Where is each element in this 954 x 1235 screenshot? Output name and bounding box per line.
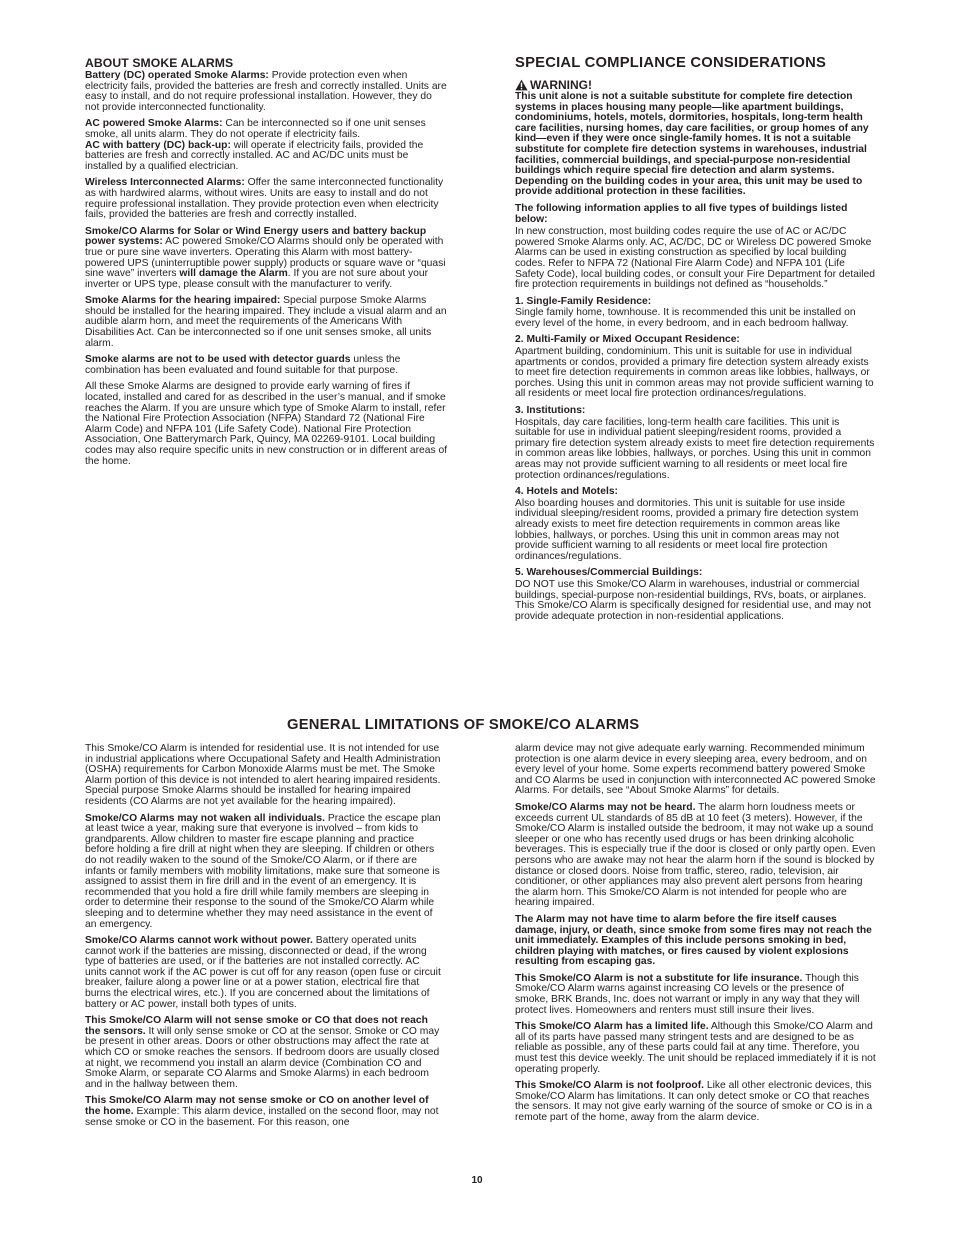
single-family-text: Single family home, townhouse. It is recommended this unit be installed on every level of the home, in every bedroom, and in each bedroom hallway.: [515, 307, 856, 329]
institutions-text: Hospitals, day care facilities, long-term health care facilities. This unit is suitable for use in individual patient sleeping/resident rooms, provided a primary fire detection system already exists to meet fire detection requirements in common areas like lobbies, hallways, or porches. Using this unit in common areas may not provide sufficient warning to all residents or meet local fire protection ordinances/regulations.: [515, 416, 875, 481]
applies-text: The following information applies to all five types of buildings listed below:: [515, 202, 848, 225]
paragraph-no-time-to-alarm: The Alarm may not have time to alarm before the fire itself causes damage, injury, or death, since smoke from some fires may not reach the unit immediately. Examples of this include persons smoking in bed, children playing with matches, or fires caused by violent explosions resulting from escaping gas.: [515, 913, 872, 968]
residential-use-text: This Smoke/CO Alarm is intended for residential use. It is not intended for use in industrial applications where Occupational Safety and Health Administration (OSHA) requirements for Carbon Monoxide Alarms must be met. The Smoke Alarm portion of this device is not intended to alert hearing impaired residents. Special purpose Smoke Alarms should be installed for hearing impaired residents (CO Alarms are not yet available for the hearing impaired).: [85, 743, 441, 807]
paragraph-may-not-waken: Smoke/CO Alarms may not waken all individuals. Practice the escape plan at least twice a year, making sure that everyone is involved – from kids to grandparents. Allow children to master fire escape planning and practice before holding a fire drill at night when they are sleeping. If children or others do not readily waken to the sound of the Smoke/CO Alarm, or if there are infants or family members with mobility limitations, make sure that someone is assigned to assist them in fire drill and in the event of an emergency. It is recommended that you hold a fire drill while family members are sleeping in order to determine their response to the sound of the Smoke/CO Alarm while sleeping and to determine whether they may need assistance in the event of an emergency.: [85, 812, 441, 930]
paragraph-ac-alarms: AC powered Smoke Alarms: Can be interconnected so if one unit senses smoke, all units alarm. They do not operate if electricity fails. AC with battery (DC) back-up: will operate if electricity fails, provided the batteries are fresh and correctly installed. AC and AC/DC units must be installed by a qualified electrician.: [85, 118, 426, 172]
paragraph-battery-alarms: Battery (DC) operated Smoke Alarms: Provide protection even when electricity fails, provided the batteries are fresh and correctly installed. Units are easy to install, and do not require professional installation. However, they do not provide interconnected functionality.: [85, 70, 447, 113]
paragraph-wireless-alarms: Wireless Interconnected Alarms: Offer the same interconnected functionality as with hardwired alarms, without wires. Units are easy to install and do not require professional installation. They provide protection even when electricity fails, provided the batteries are fresh and correctly installed.: [85, 177, 444, 221]
paragraph-early-warning: All these Smoke Alarms are designed to provide early warning of fires if located, installed and cared for as described in the user’s manual, and if smoke reaches the Alarm. If you are unsure which type of Smoke Alarm to install, refer the National Fire Protection Association (NFPA) Standard 72 (National Fire Alarm Code) and NFPA 101 (Life Safety Code). National Fire Protection Association, One Batterymarch Park, Quincy, MA 02269-9101. Local building codes may also require specific units in new construction or in different areas of the home.: [85, 381, 448, 467]
may-not-waken-lead: Smoke/CO Alarms may not waken all individuals.: [85, 812, 325, 824]
paragraph-another-level: This Smoke/CO Alarm may not sense smoke or CO on another level of the home. Example: This alarm device, installed on the second floor, may not sense smoke or CO in the basement. For this reason, one: [85, 1095, 439, 1128]
about-heading: ABOUT SMOKE ALARMS: [85, 56, 234, 70]
paragraph-not-foolproof: This Smoke/CO Alarm is not foolproof. Like all other electronic devices, this Smoke/CO Alarm has limitations. It can only detect smoke or CO that reaches the sensors. It may not give early warning of the source of smoke or CO is in a remote part of the home, away from the alarm device.: [515, 1080, 873, 1123]
paragraph-detector-guards: Smoke alarms are not to be used with detector guards unless the combination has been evaluated and found suitable for that purpose.: [85, 354, 401, 376]
institutions-title: 3. Institutions:: [515, 405, 586, 417]
early-warning-continued-text: alarm device may not give adequate early warning. Recommended minimum protection is one alarm device in every sleeping area, every bedroom, and on every level of your home. Some experts recommend battery powered Smoke and CO Alarms be used in conjunction with interconnected AC powered Smoke Alarms. For details, see “About Smoke Alarms” for details.: [515, 743, 876, 797]
page-number: 10: [471, 1175, 483, 1186]
paragraph-may-not-be-heard: Smoke/CO Alarms may not be heard. The alarm horn loudness meets or exceeds current UL standards of 85 dB at 10 feet (3 meters). However, if the Smoke/CO Alarm is installed outside the bedroom, it may not wake up a sound sleeper or one who has recently used drugs or has been drinking alcoholic beverages. This is especially true if the door is closed or only partly open. Even persons who are awake may not hear the alarm horn if the sound is blocked by distance or closed doors. Noise from traffic, stereo, radio, television, air conditioner, or other appliances may also prevent alert persons from hearing the alarm horn. This Smoke/CO Alarm is not intended for people who are hearing impaired.: [515, 801, 876, 909]
warehouses-title: 5. Warehouses/Commercial Buildings:: [515, 567, 703, 579]
not-reach-sensors-lead: This Smoke/CO Alarm will not sense smoke or CO that does not reach the sensors.: [85, 1015, 428, 1037]
warning-label: WARNING!: [530, 78, 592, 92]
without-power-lead: Smoke/CO Alarms cannot work without power.: [85, 935, 313, 947]
multi-family-title: 2. Multi-Family or Mixed Occupant Residence:: [515, 334, 740, 346]
battery-alarms-lead: Battery (DC) operated Smoke Alarms:: [85, 70, 269, 81]
single-family-title: 1. Single-Family Residence:: [515, 295, 652, 307]
paragraph-without-power: Smoke/CO Alarms cannot work without power. Battery operated units cannot work if the batteries are missing, disconnected or dead, if the wrong type of batteries are used, or if the batteries are not installed correctly. AC units cannot work if the AC power is cut off for any reason (open fuse or circuit breaker, failure along a power line or at a power station, electrical fire that burns the electrical wires, etc.). If you are concerned about the limitations of battery or AC power, install both types of units.: [85, 935, 441, 1010]
not-foolproof-lead: This Smoke/CO Alarm is not foolproof.: [515, 1080, 704, 1092]
warning-triangle-icon: [515, 79, 528, 91]
multi-family-text: Apartment building, condominium. This unit is suitable for use in individual apartments or condos, provided a primary fire detection system already exists to meet fire detection requirements in common areas like lobbies, hallways, or porches. Using this unit in common areas may not provide sufficient warning to all residents or meet local fire protection ordinances/regulations.: [515, 346, 874, 400]
ac-dc-backup-lead: AC with battery (DC) back-up:: [85, 139, 231, 151]
general-limitations-right-column: [515, 744, 877, 1130]
general-limitations-left-column: [85, 744, 443, 1134]
hotels-motels-text: Also boarding houses and dormitories. This unit is suitable for use inside individual sleeping/resident rooms, provided a primary fire detection system already exists to meet fire detection requirements in common areas like lobbies, hallways, or porches. Using this unit in common areas may not provide sufficient warning to all residents or meet local fire protection ordinances/regulations.: [515, 497, 859, 562]
detector-guards-lead: Smoke alarms are not to be used with detector guards: [85, 354, 351, 366]
warning-label-row: [515, 78, 875, 92]
hearing-impaired-lead: Smoke Alarms for the hearing impaired:: [85, 295, 281, 307]
general-limitations-heading: GENERAL LIMITATIONS OF SMOKE/CO ALARMS: [287, 717, 640, 733]
ac-alarms-lead: AC powered Smoke Alarms:: [85, 118, 223, 130]
may-not-be-heard-lead: Smoke/CO Alarms may not be heard.: [515, 801, 696, 813]
warning-text: This unit alone is not a suitable substitute for complete fire detection systems in places housing many people—like apartment buildings, condominiums, hotels, motels, dormitories, hospitals, long-term health care facilities, nursing homes, day care facilities, or group homes of any kind—even if they were once single-family homes. It is not a suitable substitute for complete fire detection systems in warehouses, industrial facilities, commercial buildings, and special-purpose non-residential buildings which require special fire detection and alarm systems. Depending on the building codes in your area, this unit may be used to provide additional protection in these facilities.: [515, 91, 869, 198]
hotels-motels-title: 4. Hotels and Motels:: [515, 486, 618, 498]
paragraph-life-insurance: This Smoke/CO Alarm is not a substitute for life insurance. Though this Smoke/CO Alarm warns against increasing CO levels or the presence of smoke, BRK Brands, Inc. does not warrant or imply in any way that they will protect lives. Homeowners and renters must still insure their lives.: [515, 972, 860, 1016]
paragraph-hearing-impaired: Smoke Alarms for the hearing impaired: Special purpose Smoke Alarms should be installed for the hearing impaired. They include a visual alarm and an audible alarm horn, and meet the requirements of the Americans With Disabilities Act. Can be interconnected so if one unit senses smoke, all units alarm.: [85, 295, 447, 349]
about-smoke-alarms-section: [85, 56, 448, 473]
warehouses-text: DO NOT use this Smoke/CO Alarm in warehouses, industrial or commercial buildings, special-purpose non-residential buildings, RVs, boats, or airplanes. This Smoke/CO Alarm is specifically designed for residential use, and may not provide adequate protection in non-residential applications.: [515, 578, 871, 622]
paragraph-not-reach-sensors: This Smoke/CO Alarm will not sense smoke or CO that does not reach the sensors. It will only sense smoke or CO at the sensor. Smoke or CO may be present in other areas. Doors or other obstructions may affect the rate at which CO or smoke reaches the sensors. If bedroom doors are usually closed at night, we recommend you install an alarm device (Combination CO and Smoke Alarm, or separate CO Alarms and Smoke Alarms) in each bedroom and in the hallway between them.: [85, 1015, 440, 1090]
wireless-alarms-lead: Wireless Interconnected Alarms:: [85, 177, 245, 189]
another-level-lead: This Smoke/CO Alarm may not sense smoke or CO on another level of the home.: [85, 1095, 429, 1117]
new-construction-text: In new construction, most building codes require the use of AC or AC/DC powered Smoke Alarms only. AC, AC/DC, DC or Wireless DC powered Smoke Alarms can be used in existing construction as specified by local building codes. Refer to NFPA 72 (National Fire Alarm Code) and NFPA 101 (Life Safety Code), local building codes, or consult your Fire Department for detailed fire protection requirements in buildings not defined as “households.”: [515, 226, 876, 291]
solar-wind-lead: Smoke/CO Alarms for Solar or Wind Energy users and battery backup power systems:: [85, 225, 427, 248]
paragraph-solar-wind: Smoke/CO Alarms for Solar or Wind Energy users and battery backup power systems: AC powered Smoke/CO Alarms should only be operated with true or pure sine wave inverters. Operating this Alarm with most battery-powered UPS (uninterruptible power supply) products or square wave or “quasi sine wave” inverters will damage the Alarm. If you are not sure about your inverter or UPS type, please consult with the manufacturer to verify.: [85, 225, 446, 290]
special-compliance-section: [515, 55, 875, 628]
paragraph-limited-life: This Smoke/CO Alarm has a limited life. Although this Smoke/CO Alarm and all of its parts have passed many stringent tests and are designed to be as reliable as possible, any of these parts could fail at any time. Therefore, you must test this device weekly. The unit should be replaced immediately if it is not operating properly.: [515, 1021, 876, 1075]
limited-life-lead: This Smoke/CO Alarm has a limited life.: [515, 1021, 709, 1033]
life-insurance-lead: This Smoke/CO Alarm is not a substitute for life insurance.: [515, 972, 803, 984]
special-compliance-heading: SPECIAL COMPLIANCE CONSIDERATIONS: [515, 55, 827, 71]
